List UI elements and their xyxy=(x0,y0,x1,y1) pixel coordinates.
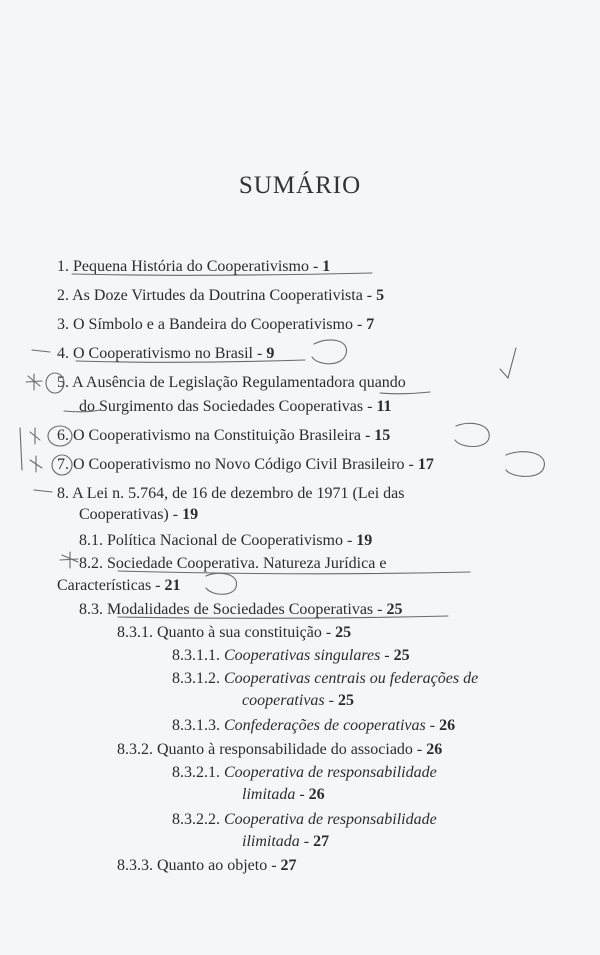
toc-entry: 8.2. Sociedade Cooperativa. Natureza Jurídica e xyxy=(79,555,387,572)
toc-entry: 8.3.2.1. Cooperativa de responsabilidade xyxy=(172,764,437,781)
toc-entry-continuation: ilimitada - 27 xyxy=(242,833,330,850)
toc-entry: 7. O Cooperativismo no Novo Código Civil Brasileiro - 17 xyxy=(57,456,434,473)
toc-entry: 8.3.2.2. Cooperativa de responsabilidade xyxy=(172,811,437,828)
toc-entry-continuation: Cooperativas) - 19 xyxy=(79,506,199,523)
toc-entry: 8. A Lei n. 5.764, de 16 de dezembro de 1971 (Lei das xyxy=(57,485,405,502)
toc-entry-continuation: cooperativas - 25 xyxy=(242,692,354,709)
toc-entry: 8.3.1.3. Confederações de cooperativas - 26 xyxy=(172,717,456,734)
toc-entry: 8.3.2. Quanto à responsabilidade do associado - 26 xyxy=(117,741,443,758)
toc-entry: 3. O Símbolo e a Bandeira do Cooperativismo - 7 xyxy=(57,316,375,333)
toc-entry-continuation: do Surgimento das Sociedades Cooperativas - 11 xyxy=(79,398,392,415)
toc-entry: 8.3.1.2. Cooperativas centrais ou federações de xyxy=(172,670,479,687)
toc-entry: 6. O Cooperativismo na Constituição Brasileira - 15 xyxy=(57,427,391,444)
toc-entry: 8.3.1. Quanto à sua constituição - 25 xyxy=(117,624,352,641)
toc-entry: 5. A Ausência de Legislação Regulamentadora quando xyxy=(57,374,406,391)
toc-entry-continuation: limitada - 26 xyxy=(242,786,325,803)
toc-entry: 8.3.1.1. Cooperativas singulares - 25 xyxy=(172,647,410,664)
toc-entry: 4. O Cooperativismo no Brasil - 9 xyxy=(57,345,275,362)
toc-entry: 8.3. Modalidades de Sociedades Cooperativas - 25 xyxy=(79,601,403,618)
toc-entry-continuation: Características - 21 xyxy=(57,577,181,594)
toc-entry: 8.3.3. Quanto ao objeto - 27 xyxy=(117,857,297,874)
toc-entry: 1. Pequena História do Cooperativismo - 1 xyxy=(57,258,331,275)
page-title: SUMÁRIO xyxy=(238,172,362,199)
toc-entry: 8.1. Política Nacional de Cooperativismo - 19 xyxy=(79,532,373,549)
toc-entry: 2. As Doze Virtudes da Doutrina Cooperativista - 5 xyxy=(57,287,385,304)
